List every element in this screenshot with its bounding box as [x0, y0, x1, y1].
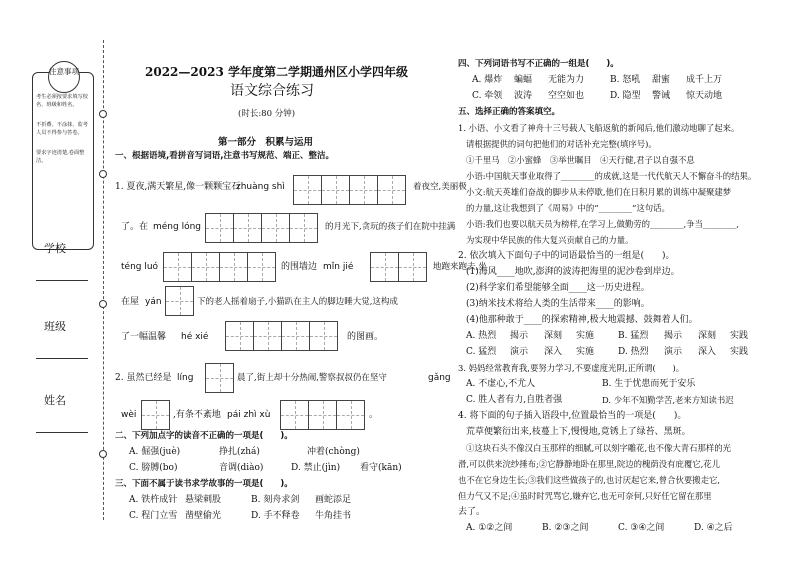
q2-option[interactable]: 挣扎(zhá)	[219, 447, 260, 457]
q4-option[interactable]: 甜蜜	[652, 75, 671, 85]
pinyin: mǐn jié	[323, 262, 354, 272]
q1-1-text: 的图画。	[347, 332, 384, 342]
binding-hole	[99, 450, 107, 458]
class-label: 班级	[44, 320, 66, 333]
school-label: 学校	[44, 242, 66, 255]
q5-3-option[interactable]: D. 少年不知勤学苦,老来方知读书迟	[602, 395, 734, 405]
q5-2-heading: 2. 依次填入下面句子中的词语最恰当的一组是( )。	[458, 251, 675, 261]
q5-2-option[interactable]: 演示	[664, 347, 683, 357]
notice-title: 注意事项	[48, 61, 80, 93]
q5-heading: 五、选择正确的答案填空。	[458, 107, 561, 117]
q5-1-text[interactable]: 小语:中国航天事业取得了________的成就,这是一代代航天人不懈奋斗的结果。	[466, 171, 757, 181]
q5-2-option[interactable]: 演示	[510, 347, 529, 357]
q5-3-option[interactable]: B. 生于忧患而死于安乐	[602, 379, 696, 389]
q1-2-text: 晨了,街上却十分热闹,警察叔叔仍在坚守	[237, 373, 387, 383]
q4-option[interactable]: 蝙蝠	[514, 75, 533, 85]
q5-4-option[interactable]: D. ④之后	[694, 523, 733, 533]
answer-grid[interactable]	[163, 252, 275, 282]
school-line[interactable]	[36, 280, 88, 281]
q5-4-option[interactable]: C. ③④之间	[618, 523, 665, 533]
answer-grid[interactable]	[293, 175, 405, 205]
pinyin: líng	[177, 373, 194, 383]
q4-option[interactable]: B. 怒吼	[610, 75, 641, 85]
q4-option[interactable]: 波涛	[514, 91, 533, 101]
q5-2-option[interactable]: 深入	[698, 347, 717, 357]
q5-4-option[interactable]: A. ①②之间	[466, 523, 513, 533]
q5-4-passage: 滑,可以供来浣纱捶布;②它静静地卧在那里,院边的槐荫没有庇覆它,花儿	[458, 459, 721, 469]
answer-grid[interactable]	[165, 286, 193, 316]
q4-option[interactable]: A. 爆炸	[472, 75, 503, 85]
q5-4-heading: 4. 将下面的句子插入语段中,位置最恰当的一项是( )。	[458, 411, 687, 421]
q5-4-passage: 也不在它身边生长;③我们这些做孩子的,也讨厌起它来,曾合伙要搬走它,	[458, 475, 721, 485]
binding-hole	[99, 300, 107, 308]
answer-grid[interactable]	[205, 363, 233, 393]
binding-hole	[99, 170, 107, 178]
q5-1-text: 1. 小语、小文看了神舟十三号载人飞船返航的新闻后,他们激动地聊了起来。	[458, 123, 740, 133]
notice-item: 考生必须按要求填写校名、班级和姓名。	[36, 94, 88, 108]
q4-option[interactable]: 警诫	[652, 91, 671, 101]
q5-2-option[interactable]: C. 猛烈	[466, 347, 497, 357]
q5-2-option[interactable]: D. 热烈	[618, 347, 649, 357]
pinyin: yán	[145, 297, 162, 307]
q1-2-text: 。	[369, 410, 379, 420]
q5-1-text: 小文:航天英雄们奋战的脚步从未停歇,他们在日积月累的训练中凝聚建梦	[466, 187, 732, 197]
pinyin: hé xié	[181, 332, 209, 342]
q5-2-sentence: (2)科学家们希望能够全面____这一历史进程。	[466, 283, 650, 293]
answer-grid[interactable]	[280, 400, 364, 430]
q4-option[interactable]: 空空如也	[548, 91, 585, 101]
q3-option[interactable]: 牛角挂书	[315, 511, 352, 521]
binding-hole	[99, 110, 107, 118]
q5-1-text[interactable]: 小语:我们也要以航天员为榜样,在学习上,做勤劳的________,争当________,	[466, 219, 740, 229]
q5-2-option[interactable]: 揭示	[664, 331, 683, 341]
q5-2-option[interactable]: 深刻	[698, 331, 717, 341]
q5-2-option[interactable]: B. 猛烈	[618, 331, 649, 341]
q5-2-option[interactable]: 揭示	[510, 331, 529, 341]
notice-box	[32, 67, 94, 250]
notice-item: 不折叠、不涂抹、监考人员不得参与答卷。	[36, 122, 88, 136]
q1-1-text: 的围墙边	[281, 262, 318, 272]
q3-option[interactable]: 画蛇添足	[315, 495, 352, 505]
q4-heading: 四、下列词语书写不正确的一组是( )。	[458, 59, 619, 69]
q5-4-option[interactable]: B. ②③之间	[542, 523, 589, 533]
q1-1-text: 下的老人摇着扇子,小猫趴在主人的脚边睡大觉,这构成	[197, 297, 398, 307]
part1-title: 第一部分 积累与运用	[218, 137, 314, 148]
q5-2-option[interactable]: A. 热烈	[466, 331, 497, 341]
q1-1-text: 在屋	[121, 297, 140, 307]
q3-option[interactable]: D. 手不释卷	[251, 511, 300, 521]
name-line[interactable]	[36, 432, 88, 433]
q2-option[interactable]: 冲着(chòng)	[307, 447, 360, 457]
q5-2-option[interactable]: 深入	[544, 347, 563, 357]
pinyin: méng lóng	[153, 222, 202, 232]
q2-heading: 二、下列加点字的读音不正确的一项是( )。	[115, 431, 293, 441]
q1-1-text: 了。在	[121, 222, 149, 232]
pinyin: wèi	[121, 410, 137, 420]
q5-2-option[interactable]: 实施	[576, 331, 595, 341]
q5-1-text: 请根据提供的词句把他们的对话补充完整(填序号)。	[466, 139, 657, 149]
q2-option[interactable]: 看守(kān)	[360, 463, 402, 473]
q4-option[interactable]: D. 隐型	[610, 91, 641, 101]
q1-1-text: 1. 夏夜,满天繁星,像一颗颗宝石	[115, 182, 241, 192]
q1-1-text: 地跑来跑去,坐	[433, 262, 487, 272]
q5-3-option[interactable]: A. 不虚心,不尤人	[466, 379, 536, 389]
q3-option[interactable]: 凿壁偷光	[185, 511, 222, 521]
q5-2-option[interactable]: 实践	[730, 347, 749, 357]
q1-2-text: ,有条不紊地	[173, 410, 221, 420]
q5-2-option[interactable]: 实践	[730, 331, 749, 341]
name-label: 姓名	[44, 394, 66, 407]
q3-option[interactable]: A. 铁杵成针	[129, 495, 178, 505]
q2-option[interactable]: A. 倔强(juè)	[129, 447, 181, 457]
q3-option[interactable]: C. 程门立雪	[129, 511, 178, 521]
q5-1-text: 为实现中华民族的伟大复兴贡献自己的力量。	[466, 235, 634, 245]
q1-1-text: 的月光下,贪玩的孩子们在院中挂满	[325, 222, 456, 232]
q5-1-text[interactable]: 的力量,这让我想到了《周易》中的“________”这句话。	[466, 203, 670, 213]
q5-2-sentence: (3)纳米技术将给人类的生活带来____的影响。	[466, 299, 650, 309]
q5-3-heading: 3. 妈妈经常教育我,要努力学习,不要虚度光阴,正所谓( )。	[458, 363, 685, 373]
q1-2-text: 2. 虽然已经是	[115, 373, 172, 383]
q5-2-sentence: (1)海风____地吹,澎湃的波涛把海里的泥沙卷到岸边。	[466, 267, 680, 277]
exam-subtitle: 语文综合练习	[230, 83, 314, 99]
q5-4-passage: 去了。	[458, 507, 486, 517]
q4-option[interactable]: 惊天动地	[686, 91, 723, 101]
q4-option[interactable]: 无能为力	[548, 75, 585, 85]
answer-grid[interactable]	[370, 252, 426, 282]
q5-4-passage: 但力气又不足;④虽时时咒骂它,嫌弃它,也无可奈何,只好任它留在那里	[458, 491, 712, 501]
pinyin: gǎng	[428, 373, 451, 383]
q5-2-option[interactable]: 实施	[576, 347, 595, 357]
pinyin: téng luó	[121, 262, 159, 272]
class-line[interactable]	[36, 358, 88, 359]
answer-grid[interactable]	[225, 321, 337, 351]
q3-option[interactable]: B. 刻舟求剑	[251, 495, 300, 505]
q4-option[interactable]: C. 牵领	[472, 91, 503, 101]
q5-2-option[interactable]: 深刻	[544, 331, 563, 341]
notice-item: 要求字迹清楚,卷面整洁。	[36, 150, 85, 164]
answer-grid[interactable]	[141, 400, 169, 430]
pinyin: pái zhì xù	[227, 410, 271, 420]
q5-1-text: ①千里马 ②小蜜蜂 ③举世瞩目 ④天行健,君子以自强不息	[466, 155, 695, 165]
answer-grid[interactable]	[205, 213, 317, 243]
q2-option[interactable]: 音调(diào)	[219, 463, 264, 473]
q3-option[interactable]: 悬梁刺股	[185, 495, 222, 505]
q5-3-option[interactable]: C. 胜人者有力,自胜者强	[466, 395, 563, 405]
sidebar	[0, 0, 100, 562]
q5-4-sentence: 荒草便繁衍出来,枝蔓上下,慢慢地,竟锈上了绿苔、黑斑。	[466, 427, 691, 437]
q1-heading: 一、根据语境,看拼音写词语,注意书写规范、端正、整洁。	[115, 151, 334, 161]
q4-option[interactable]: 成千上万	[686, 75, 723, 85]
pinyin: zhuàng shì	[236, 182, 285, 192]
exam-time: (时长:80 分钟)	[238, 109, 296, 119]
q5-2-sentence: (4)他那种敢于____的探索精神,极大地震撼、鼓舞着人们。	[466, 315, 698, 325]
q3-heading: 三、下面不属于读书求学故事的一项是( )。	[115, 479, 293, 489]
q2-option[interactable]: C. 膀膊(bo)	[129, 463, 178, 473]
q5-4-passage: ①这块石头不像汉白玉那样的细腻,可以刻字雕花,也不像大青石那样的光	[466, 443, 731, 453]
q1-1-text: 了一幅温馨	[121, 332, 167, 342]
exam-title: 2022—2023 学年度第二学期通州区小学四年级	[145, 65, 408, 79]
q1-1-text: 着夜空,美丽极	[413, 182, 467, 192]
q2-option[interactable]: D. 禁止(jìn)	[291, 463, 341, 473]
